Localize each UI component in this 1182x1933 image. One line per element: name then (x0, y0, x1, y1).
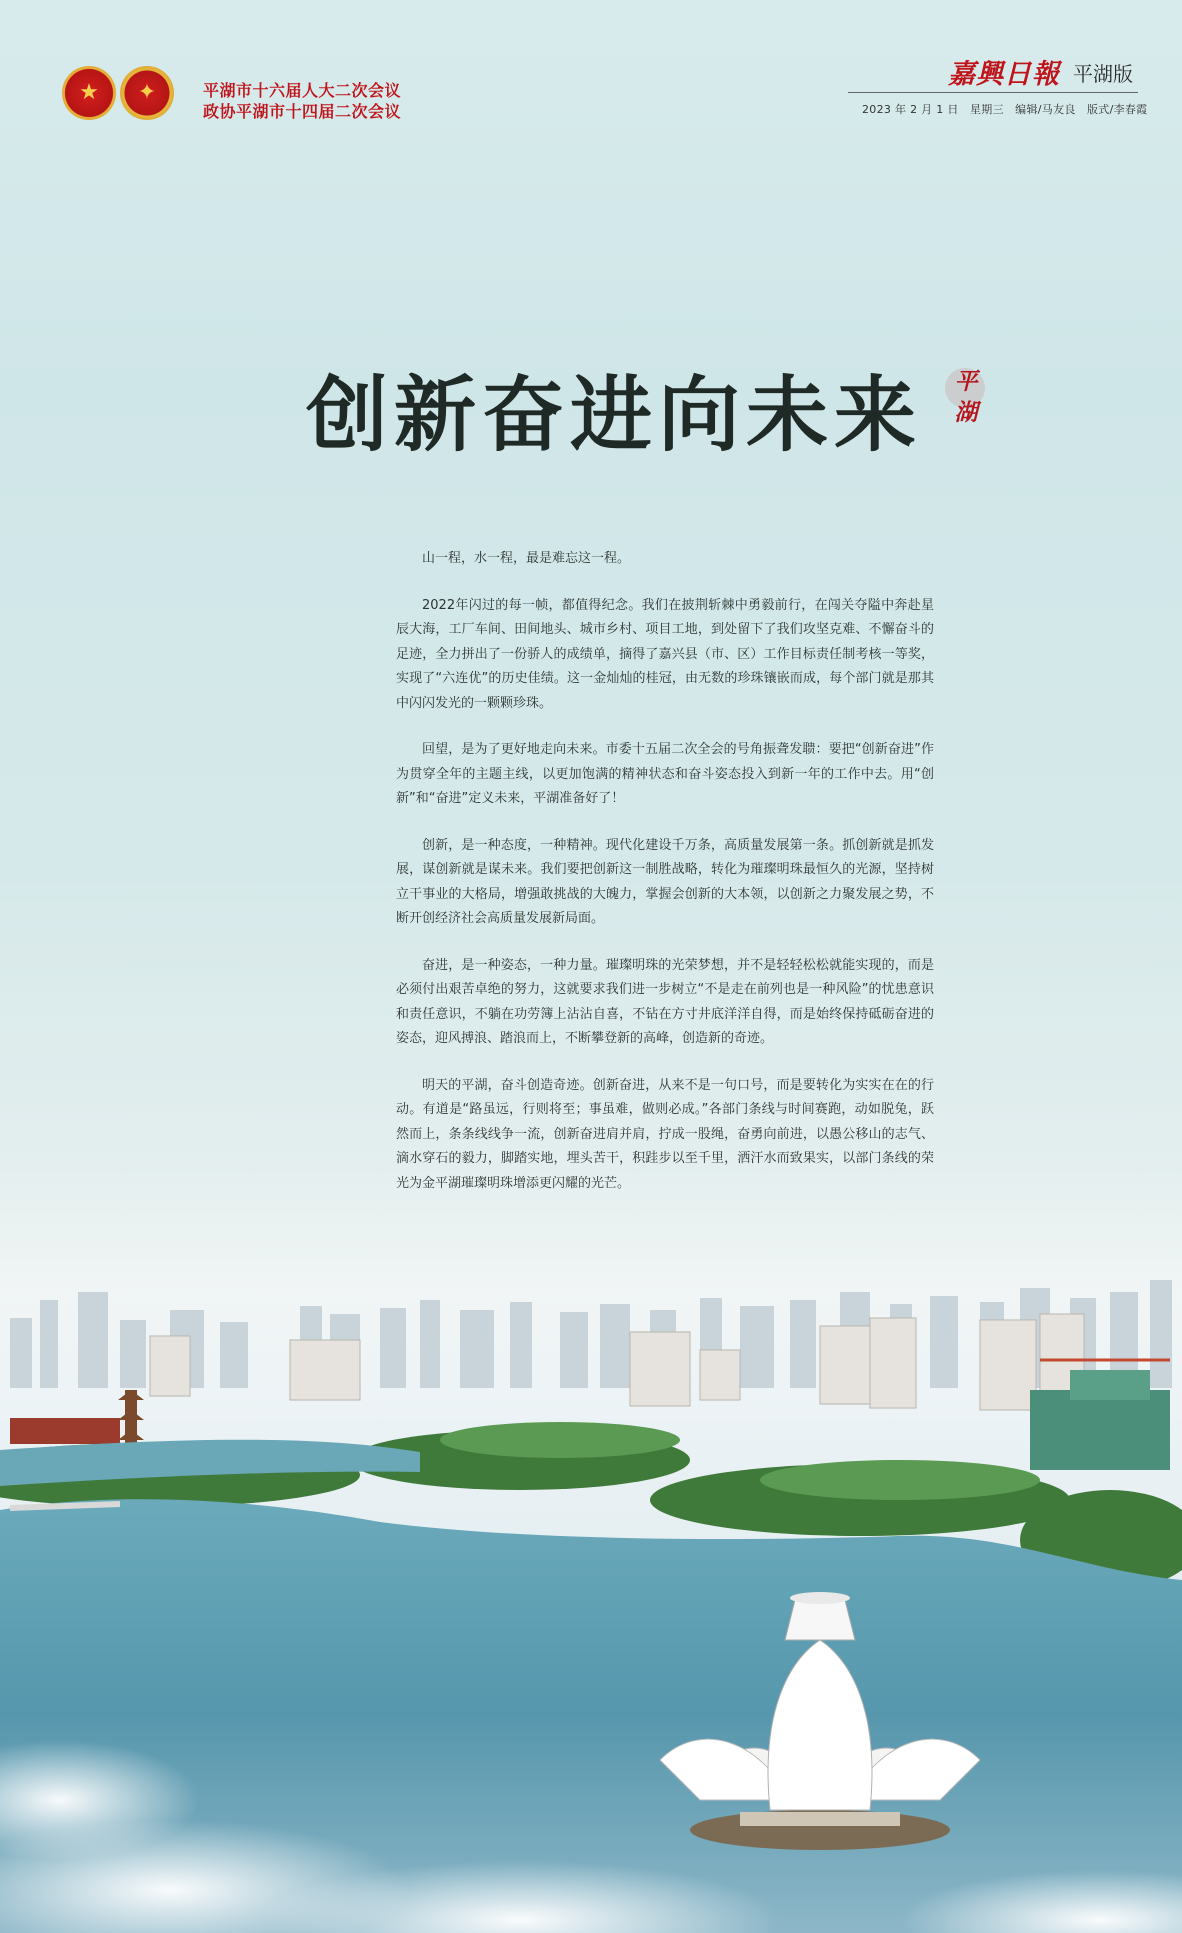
stone-bridge (10, 1504, 120, 1508)
article-paragraph: 创新，是一种态度，一种精神。现代化建设千万条，高质量发展第一条。抓创新就是抓发展，谋创新就是谋未来。我们要把创新这一制胜战略，转化为璀璨明珠最恒久的光源，坚持树立干事业的大格局，增强敢挑战的大魄力，掌握会创新的大本领，以创新之力聚发展之势，不断开创经济社会高质量发展新局面。 (396, 837, 934, 926)
dateline: 2023 年 2 月 1 日 星期三 编辑/马友良 版式/李春霞 (862, 103, 1148, 116)
article-paragraph: 2022年闪过的每一帧，都值得纪念。我们在披荆斩棘中勇毅前行，在闯关夺隘中奔赴星辰大海，工厂车间、田间地头、城市乡村、项目工地，到处留下了我们攻坚克难、不懈奋斗的足迹，全力拼出了一份骄人的成绩单，摘得了嘉兴县（市、区）工作目标责任制考核一等奖，实现了“六连优”的历史佳绩。这一金灿灿的桂冠，由无数的珍珠镶嵌而成，每个部门就是那其中闪闪发光的一颗颗珍珠。 (396, 597, 934, 711)
article-paragraph: 奋进，是一种姿态，一种力量。璀璨明珠的光荣梦想，并不是轻轻松松就能实现的，而是必须付出艰苦卓绝的努力，这就要求我们进一步树立“不是走在前列也是一种风险”的忧患意识和责任意识，不躺在功劳簿上沾沾自喜，不钻在方寸井底洋洋自得，而是始终保持砥砺奋进的姿态，迎风搏浪、踏浪而上，不断攀登新的高峰，创造新的奇迹。 (396, 957, 934, 1046)
meeting-line-2: 政协平湖市十四届二次会议 (203, 102, 402, 121)
article-body (396, 547, 934, 1218)
header-divider (848, 92, 1138, 93)
pinghu-seal (943, 366, 989, 442)
edition-label: 平湖版 (1073, 62, 1133, 86)
article-paragraph: 回望，是为了更好地走向未来。市委十五届二次全会的号角振聋发聩：要把“创新奋进”作为贯穿全年的主题主线，以更加饱满的精神状态和奋斗姿态投入到新一年的工作中去。用“创新”和“奋进”定义未来，平湖准备好了！ (396, 742, 934, 806)
page-headline: 创新奋进向未来 (306, 367, 923, 463)
article-paragraph: 山一程，水一程，最是难忘这一程。 (422, 551, 631, 566)
meeting-line-1: 平湖市十六届人大二次会议 (203, 81, 402, 100)
cppcc-emblem-icon: ✦ (120, 66, 174, 120)
article-paragraph: 明天的平湖，奋斗创造奇迹。创新奋进，从来不是一句口号，而是要转化为实实在在的行动。有道是“路虽远，行则将至；事虽难，做则必成。”各部门条线与时间赛跑，动如脱兔，跃然而上，条条线线争一流，创新奋进肩并肩，拧成一股绳，奋勇向前进，以愚公移山的志气、滴水穿石的毅力，脚踏实地，埋头苦干，积跬步以至千里，洒汗水而致果实，以部门条线的荣光为金平湖璀璨明珠增添更闪耀的光芒。 (396, 1077, 934, 1191)
seal-char-2: 湖 (954, 399, 978, 426)
city-lake-photo (0, 1240, 1182, 1933)
national-emblem-icon: ★ (62, 66, 116, 120)
seal-char-1: 平 (954, 368, 978, 395)
meeting-title (203, 80, 401, 122)
masthead-logo: 嘉興日報 (948, 59, 1060, 90)
temple-building (10, 1418, 120, 1444)
